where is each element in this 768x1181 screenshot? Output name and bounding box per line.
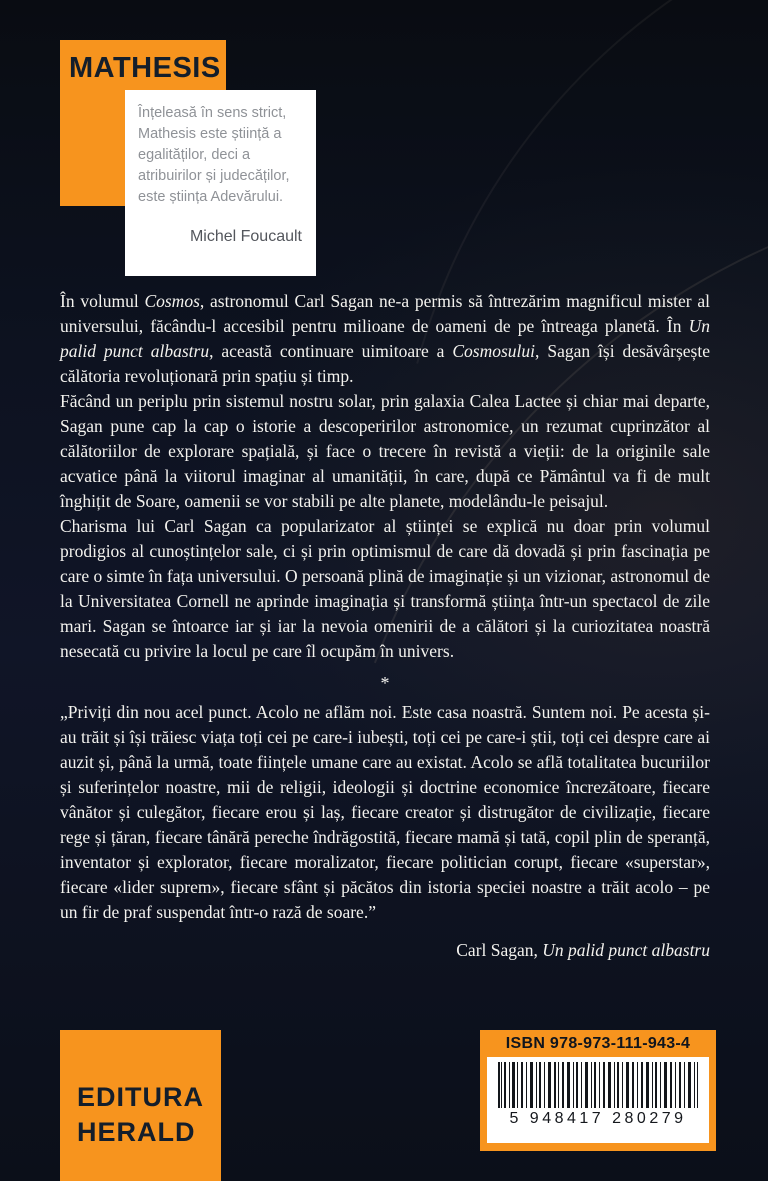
quote-attribution-author: Carl Sagan,	[456, 940, 543, 960]
publisher-name-line1: EDITURA	[77, 1082, 204, 1112]
synopsis	[60, 289, 710, 963]
synopsis-text: În volumul	[60, 291, 145, 311]
synopsis-text: , astronomul Carl Sagan ne-a permis să întrezărim magnificul mister al universului, făcându-l accesibil pentru milioane de oameni de pe întreaga planetă. În	[60, 291, 710, 336]
synopsis-text: , Sagan își desăvârșește călătoria revoluționară prin spațiu și timp.	[60, 341, 710, 386]
isbn-label: ISBN 978-973-111-943-4	[505, 1035, 691, 1052]
book-title-italic: Cosmosului	[452, 341, 536, 361]
series-title: MATHESIS	[69, 52, 221, 84]
book-title-italic: Cosmos	[144, 291, 200, 311]
section-separator: *	[380, 673, 390, 693]
publisher-name	[60, 1030, 221, 1149]
barcode-image	[498, 1062, 698, 1108]
barcode-panel	[480, 1030, 716, 1151]
series-quote-text: Înțeleasă în sens strict, Mathesis este știință a egalităților, deci a atribuirilor și judecăților, este știința Adevărului.	[138, 105, 290, 206]
synopsis-text: , această continuare uimitoare a	[209, 341, 453, 361]
barcode-area	[487, 1057, 709, 1143]
barcode-number: 5 948417 280279	[509, 1110, 687, 1127]
quote-attribution	[60, 938, 710, 963]
synopsis-paragraph-2: Făcând un periplu prin sistemul nostru solar, prin galaxia Calea Lactee și chiar mai departe, Sagan pune cap la cap o istorie a descoperirilor astronomice, un rezumat cuprinzător al călătoriilor de explorare spațială, și face o trecere în revistă a vieții: de la originile sale acvatice până la viitorul imaginar al umanității, în care, după ce Pământul va fi de mult înghițit de Soare, oamenii se vor stabili pe alte planete, modelându-le peisajul.	[60, 391, 710, 511]
publisher-logo-block	[60, 1030, 221, 1181]
quote-attribution-title: Un palid punct albastru	[542, 940, 710, 960]
book-title-italic: Un palid punct albastru	[60, 316, 710, 361]
pull-quote: „Priviți din nou acel punct. Acolo ne aflăm noi. Este casa noastră. Suntem noi. Pe acesta și-au trăit și își trăiesc viața toți cei pe care-i iubești, toți cei pe care-i știi, toți cei despre care ai auzit și, până la urmă, toate ființele umane care au existat. Acolo se află totalitatea bucuriilor și suferințelor noastre, mii de religii, ideologii și doctrine economice încrezătoare, fiecare vânător și culegător, fiecare erou și laș, fiecare creator și distrugător de civilizație, fiecare rege și țăran, fiecare tânără pereche îndrăgostită, fiecare mamă și tată, copil plin de speranță, inventator și explorator, fiecare moralizator, fiecare politician corupt, fiecare «superstar», fiecare «lider suprem», fiecare sfânt și păcătos din istoria speciei noastre a trăit acolo – pe un fir de praf suspendat într-o rază de soare.”	[60, 702, 710, 922]
series-quote-author: Michel Foucault	[189, 228, 302, 246]
synopsis-paragraph-3: Charisma lui Carl Sagan ca popularizator al științei se explică nu doar prin volumul prodigios al cunoștințelor sale, ci și prin optimismul de care dă dovadă și prin fascinația pe care o simte în fața universului. O persoană plină de imaginație și un vizionar, astronomul de la Universitatea Cornell ne aprinde imaginația și transformă știința într-un spectacol de zile mari. Sagan se întoarce iar și iar la nevoia omenirii de a călători și la curiozitatea noastră nesecată cu privire la locul pe care îl ocupăm în univers.	[60, 516, 711, 661]
synopsis-paragraph-1	[60, 289, 710, 389]
publisher-name-line2: HERALD	[77, 1116, 196, 1147]
series-quote-card	[125, 90, 316, 276]
